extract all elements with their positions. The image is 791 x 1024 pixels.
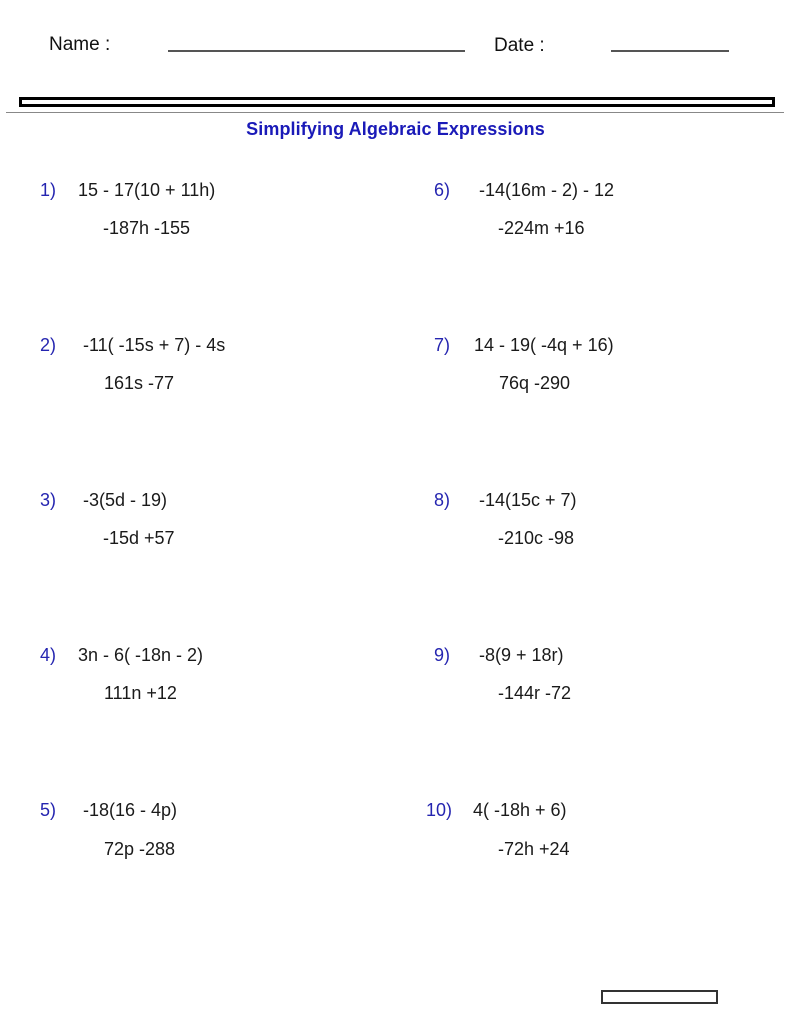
problem-expression: -3(5d - 19) bbox=[83, 490, 168, 510]
problem-number: 2) bbox=[40, 335, 57, 355]
problem-answer: -144r -72 bbox=[498, 683, 572, 703]
problem-answer: -72h +24 bbox=[498, 839, 570, 859]
problem-expression: 3n - 6( -18n - 2) bbox=[78, 645, 204, 665]
problem-answer: -210c -98 bbox=[498, 528, 575, 548]
problem-expression: 4( -18h + 6) bbox=[473, 800, 567, 820]
problem-number: 5) bbox=[40, 800, 57, 820]
name-blank-line[interactable] bbox=[168, 50, 465, 52]
problem-answer: -187h -155 bbox=[103, 218, 191, 238]
problem-number: 1) bbox=[40, 180, 57, 200]
problem-number: 10) bbox=[426, 800, 453, 820]
problem-number: 3) bbox=[40, 490, 57, 510]
problem-number: 7) bbox=[434, 335, 451, 355]
problem-answer: 161s -77 bbox=[104, 373, 175, 393]
problem-expression: -8(9 + 18r) bbox=[479, 645, 564, 665]
problem-expression: 14 - 19( -4q + 16) bbox=[474, 335, 614, 355]
problem-answer: -224m +16 bbox=[498, 218, 585, 238]
problem-number: 9) bbox=[434, 645, 451, 665]
problem-expression: -14(16m - 2) - 12 bbox=[479, 180, 615, 200]
problem-number: 4) bbox=[40, 645, 57, 665]
name-label: Name : bbox=[49, 34, 111, 55]
date-blank-line[interactable] bbox=[611, 50, 729, 52]
problem-number: 6) bbox=[434, 180, 451, 200]
problem-expression: -14(15c + 7) bbox=[479, 490, 577, 510]
problem-answer: 72p -288 bbox=[104, 839, 176, 859]
worksheet-title: Simplifying Algebraic Expressions bbox=[246, 119, 545, 139]
problem-answer: 76q -290 bbox=[499, 373, 571, 393]
header-double-rule bbox=[19, 97, 775, 107]
problem-expression: -18(16 - 4p) bbox=[83, 800, 178, 820]
problem-expression: -11( -15s + 7) - 4s bbox=[83, 335, 226, 355]
problem-expression: 15 - 17(10 + 11h) bbox=[78, 180, 216, 200]
footer-box bbox=[601, 990, 718, 1004]
problem-number: 8) bbox=[434, 490, 451, 510]
problem-answer: 111n +12 bbox=[104, 683, 177, 703]
header-thin-rule bbox=[6, 112, 784, 113]
date-label: Date : bbox=[494, 35, 545, 56]
problem-answer: -15d +57 bbox=[103, 528, 175, 548]
